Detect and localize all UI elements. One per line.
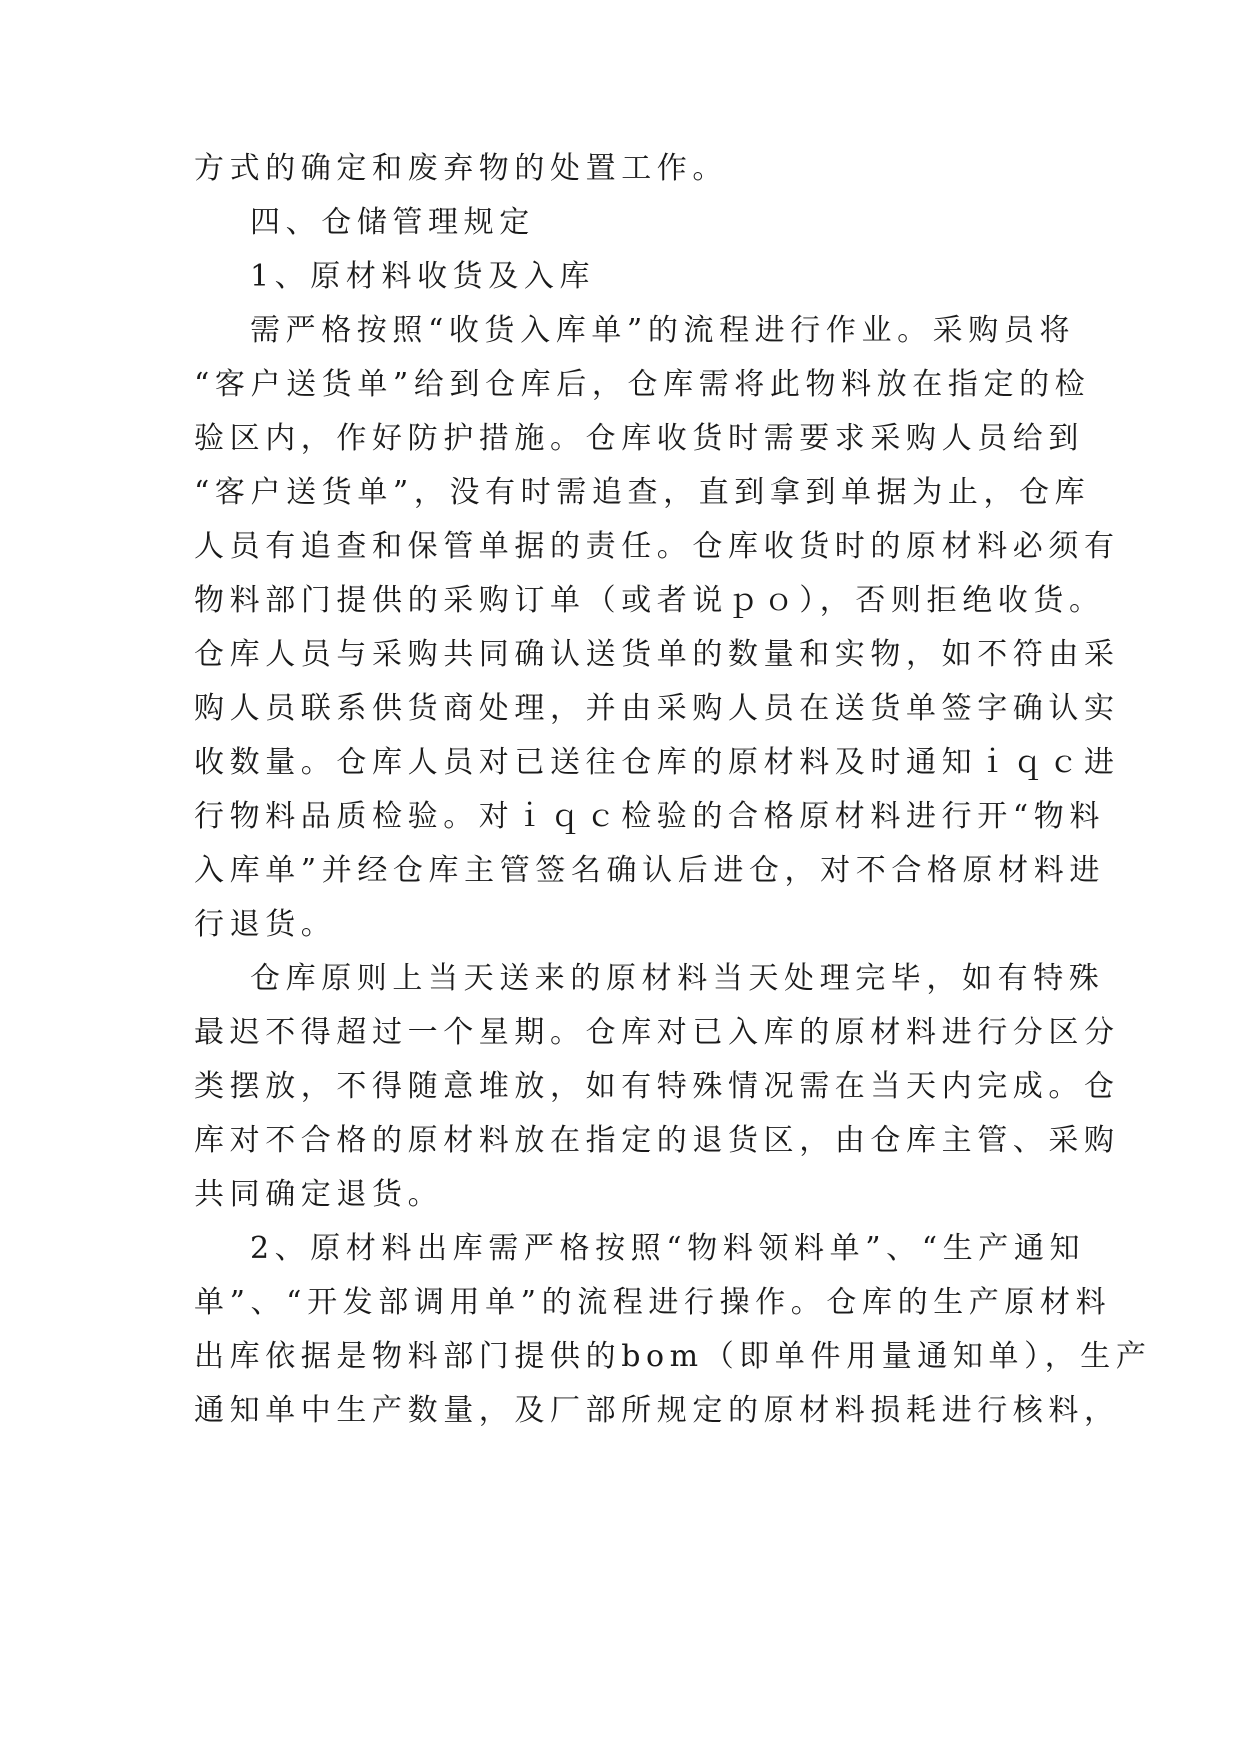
paragraph-line: 需严格按照“收货入库单”的流程进行作业。采购员将: [250, 313, 1076, 348]
paragraph-line: 共同确定退货。: [194, 1177, 444, 1212]
paragraph-line: 验区内，作好防护措施。仓库收货时需要求采购人员给到: [194, 421, 1084, 456]
subsection-heading: 1、原材料收货及入库: [250, 259, 596, 294]
paragraph-line: 最迟不得超过一个星期。仓库对已入库的原材料进行分区分: [194, 1015, 1120, 1050]
paragraph-line: 通知单中生产数量，及厂部所规定的原材料损耗进行核料，: [194, 1393, 1120, 1428]
paragraph-line: 收数量。仓库人员对已送往仓库的原材料及时通知ｉｑｃ进: [194, 745, 1120, 780]
paragraph-line: 入库单”并经仓库主管签名确认后进仓，对不合格原材料进: [194, 853, 1105, 888]
paragraph-line: “客户送货单”给到仓库后，仓库需将此物料放在指定的检: [194, 367, 1091, 402]
paragraph-line: “客户送货单”，没有时需追查，直到拿到单据为止，仓库: [194, 475, 1091, 510]
section-heading: 四、仓储管理规定: [250, 205, 535, 240]
paragraph-line: 仓库人员与采购共同确认送货单的数量和实物，如不符由采: [194, 637, 1120, 672]
paragraph-line: 库对不合格的原材料放在指定的退货区，由仓库主管、采购: [194, 1123, 1120, 1158]
paragraph-line: 仓库原则上当天送来的原材料当天处理完毕，如有特殊: [250, 961, 1105, 996]
paragraph-line: 方式的确定和废弃物的处置工作。: [194, 151, 728, 186]
paragraph-line: 人员有追查和保管单据的责任。仓库收货时的原材料必须有: [194, 529, 1120, 564]
paragraph-line: 购人员联系供货商处理，并由采购人员在送货单签字确认实: [194, 691, 1120, 726]
paragraph-line: 2、原材料出库需严格按照“物料领料单”、“生产通知: [250, 1231, 1086, 1266]
paragraph-line: 行退货。: [194, 907, 337, 942]
paragraph-line: 类摆放，不得随意堆放，如有特殊情况需在当天内完成。仓: [194, 1069, 1120, 1104]
paragraph-line: 物料部门提供的采购订单（或者说ｐｏ），否则拒绝收货。: [194, 583, 1105, 618]
paragraph-line: 行物料品质检验。对ｉｑｃ检验的合格原材料进行开“物料: [194, 799, 1105, 834]
paragraph-line: 出库依据是物料部门提供的bom（即单件用量通知单），生产: [194, 1339, 1152, 1374]
paragraph-line: 单”、“开发部调用单”的流程进行操作。仓库的生产原材料: [194, 1285, 1112, 1320]
